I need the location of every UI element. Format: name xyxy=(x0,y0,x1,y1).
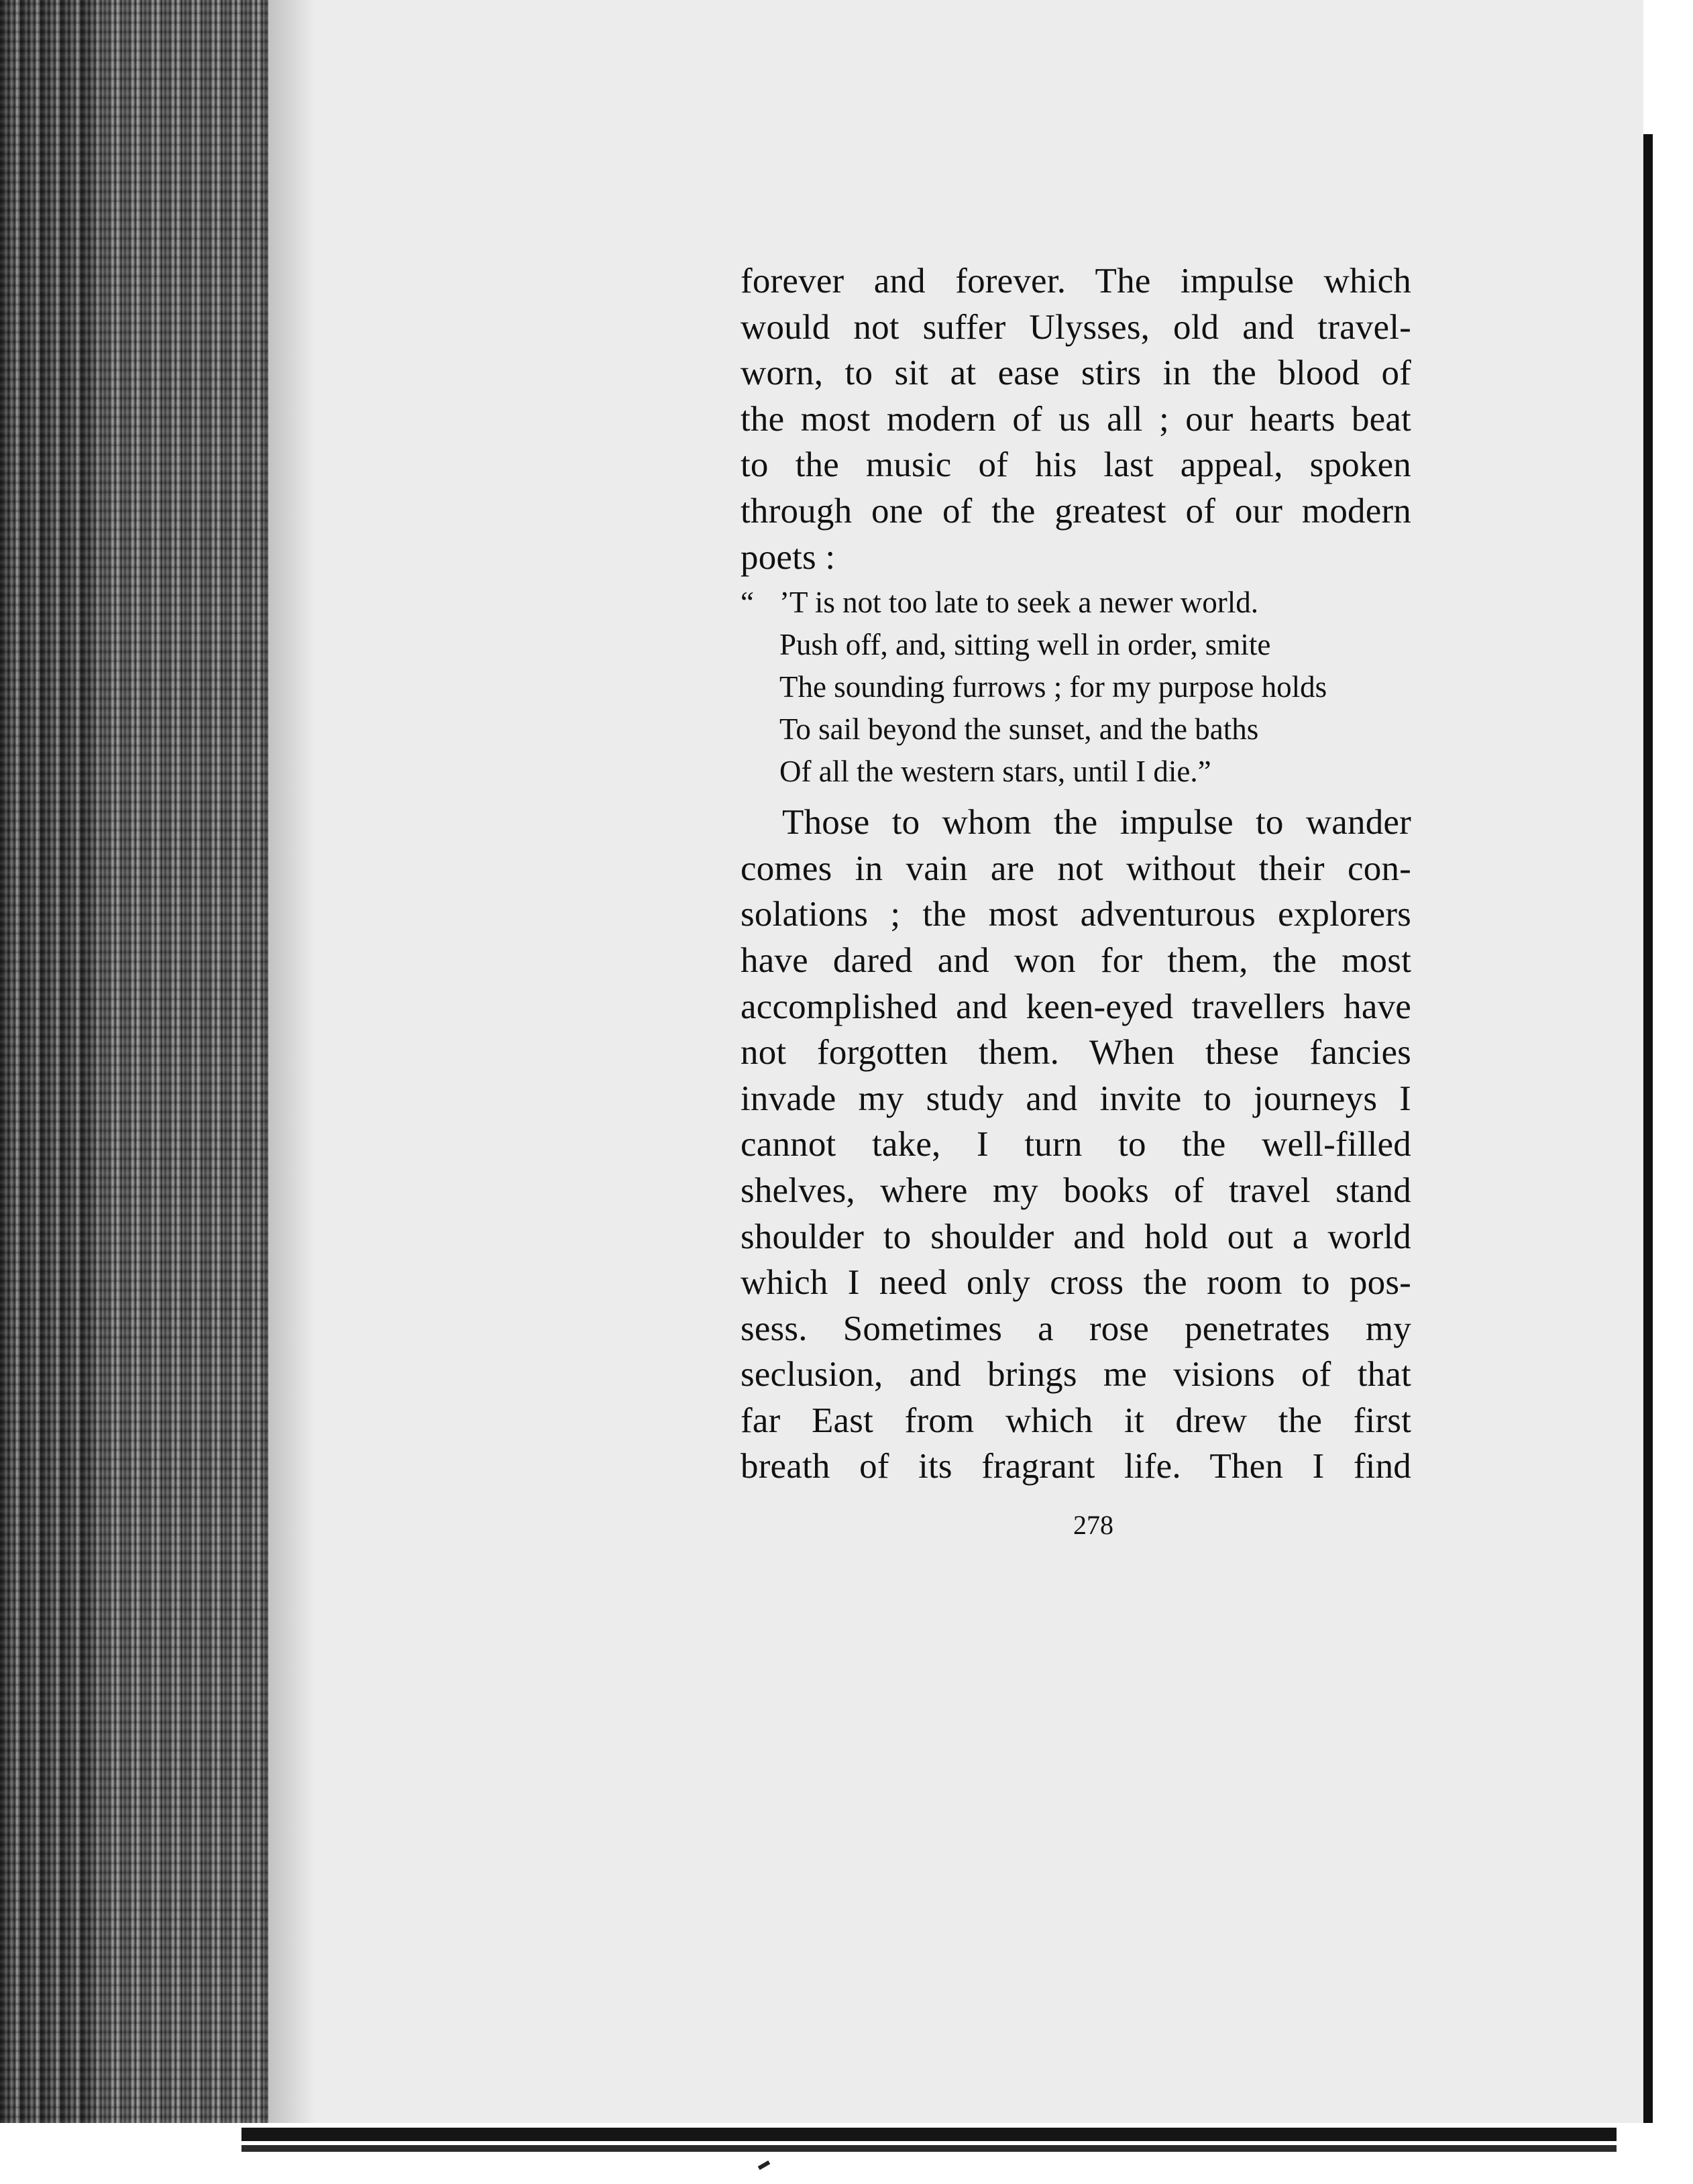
text-line: forever and forever. The impulse which xyxy=(741,262,1411,301)
text-line: accomplished and keen-eyed travellers have xyxy=(741,987,1411,1026)
text-line: invade my study and invite to journeys I xyxy=(741,1079,1411,1118)
right-margin xyxy=(1623,0,1643,2150)
text-line: would not suffer Ulysses, old and travel- xyxy=(741,307,1411,347)
verse-line: To sail beyond the sunset, and the baths xyxy=(779,712,1259,747)
text-line: breath of its fragrant life. Then I find xyxy=(741,1447,1411,1486)
verse-line: Push off, and, sitting well in order, smite xyxy=(779,628,1271,662)
verse-quotation xyxy=(741,582,1411,793)
page-gutter-shadow xyxy=(268,0,315,2123)
text-line: worn, to sit at ease stirs in the blood of xyxy=(741,353,1411,393)
paragraph xyxy=(741,258,1411,580)
page-edges-texture xyxy=(0,0,268,2184)
text-line: which I need only cross the room to pos- xyxy=(741,1263,1411,1303)
page-number: 278 xyxy=(1073,1510,1113,1540)
text-line: to the music of his last appeal, spoken xyxy=(741,445,1411,485)
text-block xyxy=(741,258,1411,1490)
verse-line: Of all the western stars, until I die.” xyxy=(779,755,1211,789)
scan-border-right xyxy=(1653,0,1693,2184)
text-line: sess. Sometimes a rose penetrates my xyxy=(741,1309,1411,1348)
verse-text: ’T is not too late to seek a newer world. xyxy=(779,586,1258,620)
open-quote-mark: “ xyxy=(741,586,754,620)
text-line: seclusion, and brings me visions of that xyxy=(741,1355,1411,1395)
text-line: the most modern of us all ; our hearts beat xyxy=(741,399,1411,439)
text-line: Those to whom the impulse to wander xyxy=(782,803,1411,842)
book-bottom-edge xyxy=(241,2128,1617,2141)
text-line: far East from which it drew the first xyxy=(741,1401,1411,1440)
next-page-edge xyxy=(1643,134,1653,2153)
text-line: shelves, where my books of travel stand xyxy=(741,1170,1411,1210)
verse-line xyxy=(741,582,1411,624)
paragraph xyxy=(741,800,1411,1490)
text-line: solations ; the most adventurous explorers xyxy=(741,895,1411,934)
text-line: not forgotten them. When these fancies xyxy=(741,1033,1411,1073)
text-line: through one of the greatest of our modern xyxy=(741,491,1411,531)
text-line: comes in vain are not without their con- xyxy=(741,849,1411,888)
verse-line: The sounding furrows ; for my purpose holds xyxy=(779,670,1327,704)
text-line: shoulder to shoulder and hold out a world xyxy=(741,1217,1411,1256)
text-line: poets : xyxy=(741,537,836,577)
text-line: have dared and won for them, the most xyxy=(741,940,1411,980)
book-bottom-edge-shadow xyxy=(241,2145,1617,2152)
text-line: cannot take, I turn to the well-filled xyxy=(741,1125,1411,1164)
